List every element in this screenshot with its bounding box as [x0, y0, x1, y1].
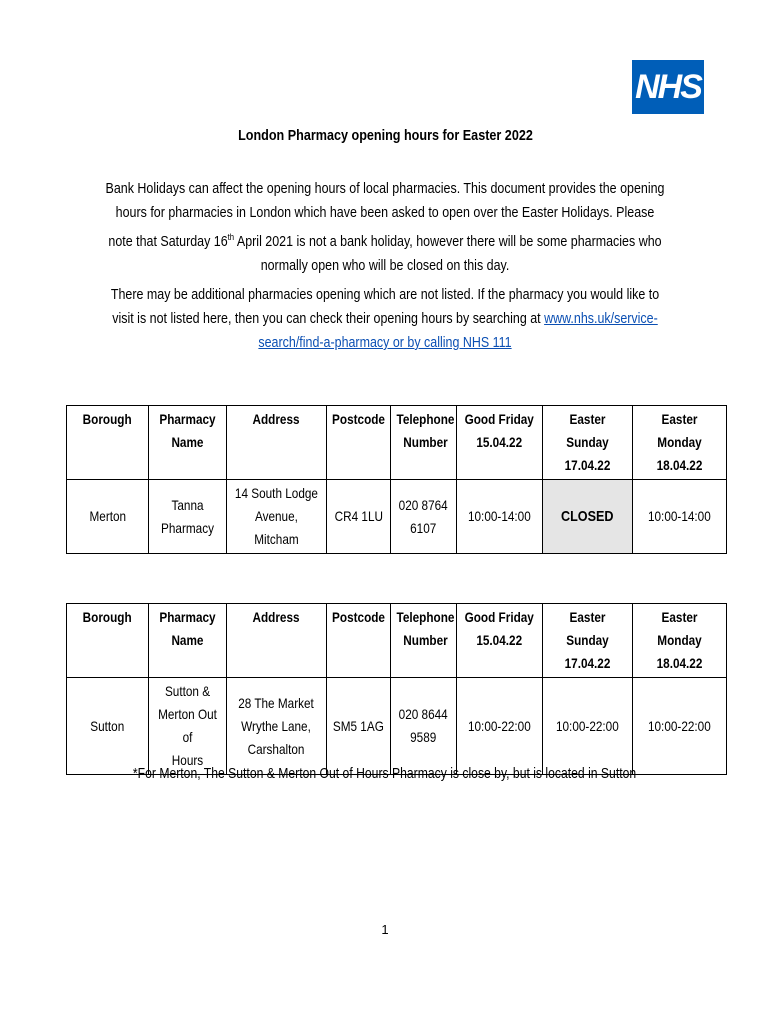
easter-sunday-cell: 10:00-22:00: [543, 678, 633, 775]
telephone-cell: 020 8764 6107: [391, 480, 457, 554]
col-address: Address: [227, 604, 327, 678]
intro-paragraph: Bank Holidays can affect the opening hours of local pharmacies. This document provides the opening hours for pharmacies in London which have been asked to open over the Easter Holidays. Please note that Saturday 16th April 2021 is not a bank holiday, however there will be some pharmacies who normally open who will be closed on this day.: [105, 181, 665, 274]
col-borough: Borough: [67, 604, 149, 678]
address-cell: 14 South Lodge Avenue, Mitcham: [227, 480, 327, 554]
borough-cell: Merton: [67, 480, 149, 554]
page-number: 1: [381, 922, 389, 937]
pharmacy-search-link[interactable]: www.nhs.uk/service-search/find-a-pharmacy or by calling NHS 111: [258, 311, 658, 351]
table-row: [67, 480, 727, 554]
col-borough: Borough: [67, 406, 149, 480]
col-postcode: Postcode: [327, 604, 391, 678]
good-friday-cell: 10:00-14:00: [457, 480, 543, 554]
col-good-friday: Good Friday 15.04.22: [457, 604, 543, 678]
telephone-cell: 020 8644 9589: [391, 678, 457, 775]
col-telephone: Telephone Number: [391, 406, 457, 480]
sutton-hours-table: [66, 603, 727, 775]
borough-cell: Sutton: [67, 678, 149, 775]
easter-monday-cell: 10:00-14:00: [633, 480, 727, 554]
nhs-logo: NHS: [632, 60, 704, 114]
merton-hours-table: [66, 405, 727, 554]
col-good-friday: Good Friday 15.04.22: [457, 406, 543, 480]
notice-paragraph: There may be additional pharmacies opening which are not listed. If the pharmacy you would like to visit is not listed here, then you can check their opening hours by searching at www.nhs.uk/service-search/find-a-pharmacy or by calling NHS 111: [110, 287, 660, 351]
col-pharmacy-name: Pharmacy Name: [149, 604, 227, 678]
good-friday-cell: 10:00-22:00: [457, 678, 543, 775]
col-easter-sunday: Easter Sunday 17.04.22: [543, 604, 633, 678]
col-easter-monday: Easter Monday 18.04.22: [633, 406, 727, 480]
col-easter-monday: Easter Monday 18.04.22: [633, 604, 727, 678]
header-row: [67, 604, 727, 678]
easter-sunday-cell: CLOSED: [543, 480, 633, 554]
col-telephone: Telephone Number: [391, 604, 457, 678]
footnote: *For Merton, The Sutton & Merton Out of Hours Pharmacy is close by, but is located in Sutton: [133, 766, 637, 782]
col-address: Address: [227, 406, 327, 480]
easter-monday-cell: 10:00-22:00: [633, 678, 727, 775]
postcode-cell: SM5 1AG: [327, 678, 391, 775]
address-cell: 28 The Market Wrythe Lane, Carshalton: [227, 678, 327, 775]
table-row: [67, 678, 727, 775]
pharmacy-name-cell: Tanna Pharmacy: [149, 480, 227, 554]
pharmacy-name-cell: Sutton & Merton Out of Hours: [149, 678, 227, 775]
col-easter-sunday: Easter Sunday 17.04.22: [543, 406, 633, 480]
page-title: London Pharmacy opening hours for Easter 2022: [237, 127, 533, 144]
col-postcode: Postcode: [327, 406, 391, 480]
header-row: [67, 406, 727, 480]
postcode-cell: CR4 1LU: [327, 480, 391, 554]
col-pharmacy-name: Pharmacy Name: [149, 406, 227, 480]
